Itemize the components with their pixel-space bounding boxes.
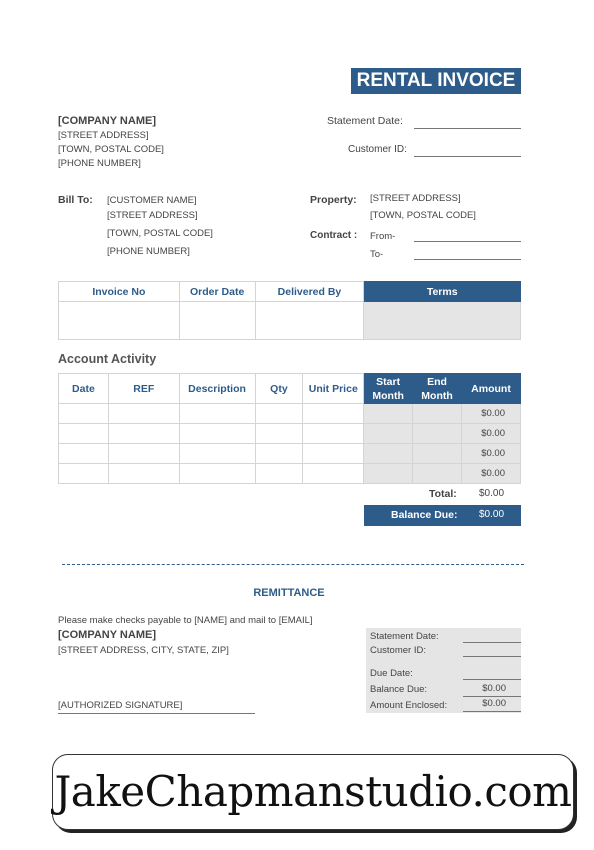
company-name: [COMPANY NAME] [58,115,156,127]
balance-due-bar [364,505,521,526]
start-month-cell[interactable] [364,444,413,464]
invoice-title: RENTAL INVOICE [351,68,521,94]
ref-header: REF [108,374,179,404]
remittance-company-name: [COMPANY NAME] [58,629,156,641]
remittance-summary-box [366,628,521,713]
unit-price-cell[interactable] [303,404,364,424]
remit-balance-due-label: Balance Due: [370,684,428,695]
contract-to-field[interactable] [414,248,521,260]
account-activity-title: Account Activity [58,352,157,366]
amount-cell: $0.00 [462,444,521,464]
end-month-cell[interactable] [413,464,462,484]
unit-price-cell[interactable] [303,444,364,464]
balance-due-label: Balance Due: [391,509,458,521]
property-street: [STREET ADDRESS] [370,193,461,204]
description-header: Description [179,374,255,404]
bill-to-town: [TOWN, POSTAL CODE] [107,228,213,239]
ref-cell[interactable] [108,444,179,464]
start-month-header: Start Month [364,374,413,404]
ref-cell[interactable] [108,464,179,484]
remit-statement-date-field[interactable] [463,631,521,643]
contract-to-label: To- [370,249,384,260]
qty-cell[interactable] [255,444,303,464]
remit-due-date-field[interactable] [463,668,521,680]
total-label: Total: [429,488,457,500]
qty-cell[interactable] [255,404,303,424]
table-row [59,404,521,424]
qty-cell[interactable] [255,464,303,484]
remit-balance-due-value: $0.00 [463,682,521,697]
description-cell[interactable] [179,464,255,484]
contract-from-label: From- [370,231,396,242]
unit-price-header: Unit Price [303,374,364,404]
end-month-cell[interactable] [413,404,462,424]
statement-date-label: Statement Date: [327,115,403,127]
start-month-cell[interactable] [364,404,413,424]
customer-id-field[interactable] [414,145,521,157]
company-phone: [PHONE NUMBER] [58,158,141,169]
start-month-cell[interactable] [364,464,413,484]
remit-customer-id-label: Customer ID: [370,645,426,656]
unit-price-cell[interactable] [303,424,364,444]
company-street: [STREET ADDRESS] [58,130,149,141]
activity-table [58,373,521,484]
amount-cell: $0.00 [462,424,521,444]
remittance-title: REMITTANCE [253,587,325,599]
remittance-instructions: Please make checks payable to [NAME] and mail to [EMAIL] [58,615,313,626]
contract-from-field[interactable] [414,230,521,242]
property-label: Property: [310,194,357,206]
terms-header: Terms [364,282,521,302]
order-date-header: Order Date [179,282,255,302]
company-town: [TOWN, POSTAL CODE] [58,144,164,155]
end-month-cell[interactable] [413,424,462,444]
authorized-signature[interactable]: [AUTHORIZED SIGNATURE] [58,699,255,714]
table-row [59,464,521,484]
bill-to-street: [STREET ADDRESS] [107,210,198,221]
bill-to-phone: [PHONE NUMBER] [107,246,190,257]
unit-price-cell[interactable] [303,464,364,484]
date-header: Date [59,374,109,404]
remit-due-date-label: Due Date: [370,668,413,679]
delivered-by-header: Delivered By [255,282,364,302]
order-table [58,281,521,340]
bill-to-customer: [CUSTOMER NAME] [107,195,197,206]
qty-cell[interactable] [255,424,303,444]
remit-amount-enclosed-value[interactable]: $0.00 [463,697,521,712]
invoice-no-header: Invoice No [59,282,180,302]
qty-header: Qty [255,374,303,404]
amount-header: Amount [462,374,521,404]
customer-id-label: Customer ID: [348,144,407,155]
remit-customer-id-field[interactable] [463,645,521,657]
table-row [59,444,521,464]
amount-cell: $0.00 [462,464,521,484]
description-cell[interactable] [179,444,255,464]
statement-date-field[interactable] [414,117,521,129]
bill-to-label: Bill To: [58,194,93,206]
property-town: [TOWN, POSTAL CODE] [370,210,476,221]
cut-line [62,564,524,565]
description-cell[interactable] [179,424,255,444]
invoice-no-cell[interactable] [59,302,180,340]
ref-cell[interactable] [108,404,179,424]
table-row [59,424,521,444]
total-value: $0.00 [479,488,505,499]
order-date-cell[interactable] [179,302,255,340]
watermark-banner: JakeChapmanstudio.com [52,754,574,830]
contract-label: Contract : [310,230,358,241]
balance-due-value: $0.00 [479,509,505,520]
remittance-address: [STREET ADDRESS, CITY, STATE, ZIP] [58,645,229,656]
description-cell[interactable] [179,404,255,424]
date-cell[interactable] [59,444,109,464]
amount-cell: $0.00 [462,404,521,424]
end-month-cell[interactable] [413,444,462,464]
date-cell[interactable] [59,424,109,444]
delivered-by-cell[interactable] [255,302,364,340]
remit-statement-date-label: Statement Date: [370,631,439,642]
start-month-cell[interactable] [364,424,413,444]
ref-cell[interactable] [108,424,179,444]
date-cell[interactable] [59,404,109,424]
end-month-header: End Month [413,374,462,404]
date-cell[interactable] [59,464,109,484]
remit-amount-enclosed-label: Amount Enclosed: [370,700,448,711]
terms-cell[interactable] [364,302,521,340]
